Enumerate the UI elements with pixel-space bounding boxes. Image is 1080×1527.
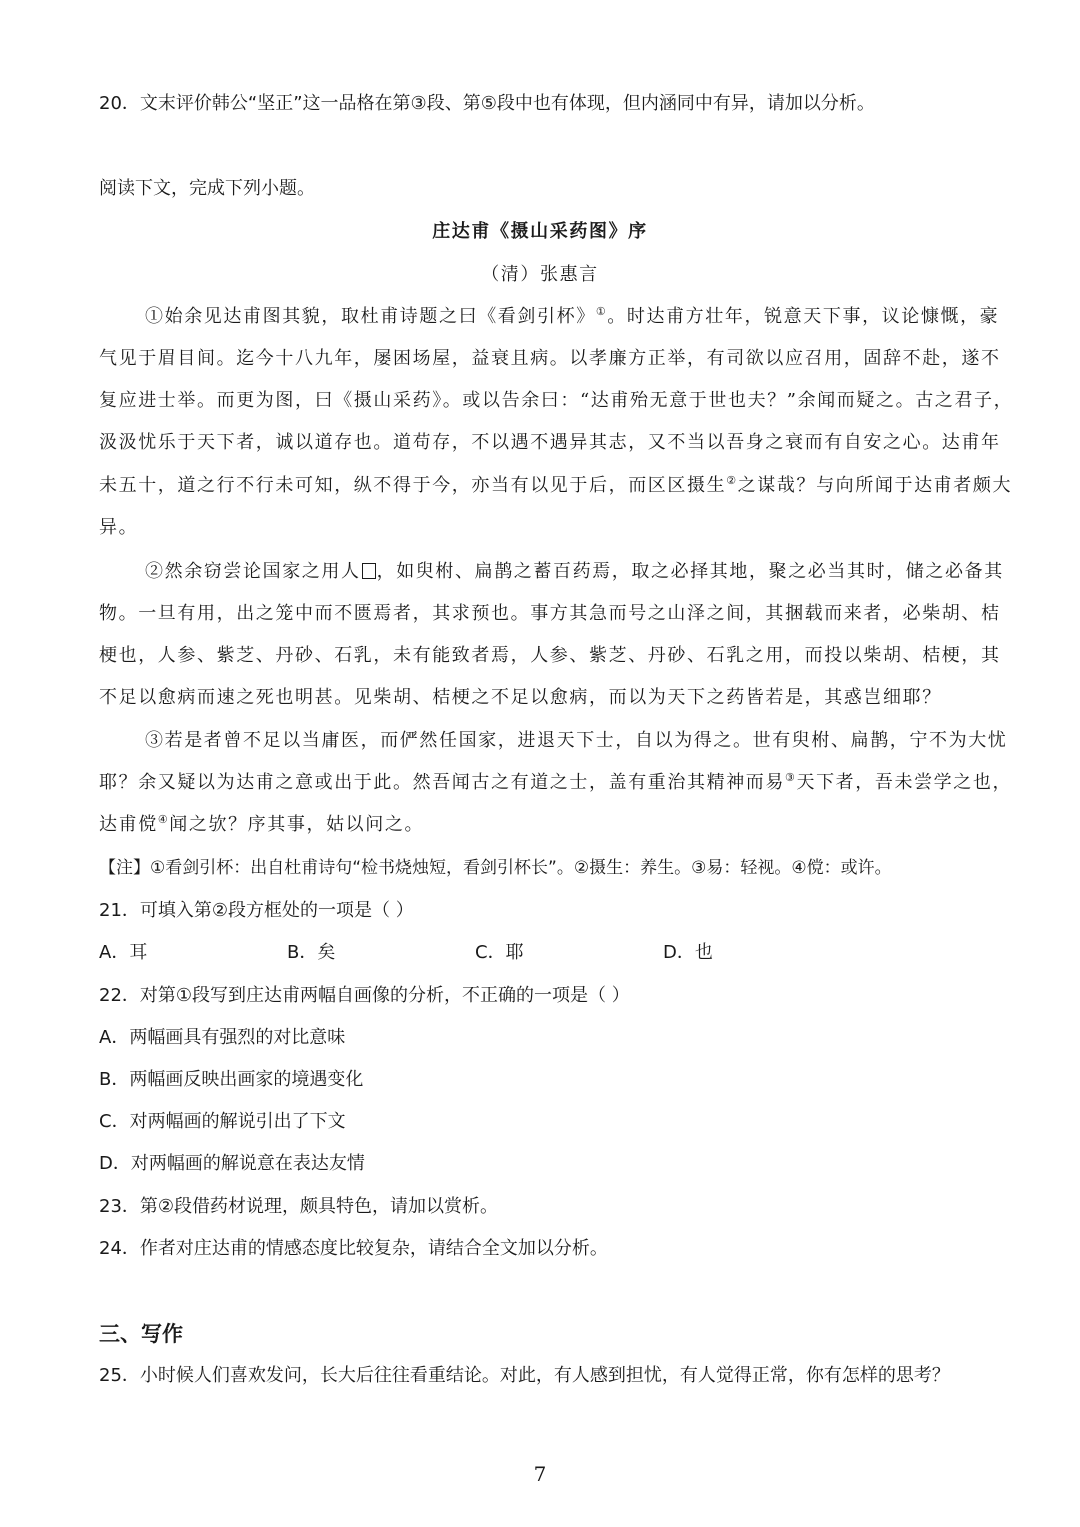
q21-option-b[interactable]: B．矣 [287, 942, 336, 963]
question-21: 21．可填入第②段方框处的一项是（ ） [99, 900, 414, 921]
section-heading-writing: 三、写作 [99, 1322, 183, 1346]
p3-l2-text-b: 天下者，吾未尝学之也， [796, 772, 1013, 793]
footnotes: 【注】①看剑引杯：出自杜甫诗句“检书烧烛短，看剑引杯长”。②摄生：养生。③易：轻视。④傥：或许。 [99, 858, 892, 878]
footnote-marker-4: ④ [157, 813, 170, 826]
p1-l5-text-a: 未五十，道之行不行未可知，纵不得于今，亦当有以见于后，而区区摄生 [99, 475, 727, 496]
p3-l3-text-b: 闻之欤？序其事，姑以问之。 [169, 814, 425, 835]
paragraph-1-line-2: 气见于眉目间。迄今十八九年，屡困场屋，益衰且病。以孝廉方正举，有司欲以应召用，固辞不赴，遂不 [99, 348, 1001, 369]
footnote-marker-2: ② [726, 474, 738, 487]
q22-option-c[interactable]: C．对两幅画的解说引出了下文 [99, 1111, 346, 1132]
q22-option-a[interactable]: A．两幅画具有强烈的对比意味 [99, 1027, 346, 1048]
paragraph-2-line-2: 物。一旦有用，出之笼中而不匮焉者，其求预也。事方其急而号之山泽之间，其捆载而来者，必柴胡、桔 [99, 603, 1001, 624]
blank-box [362, 563, 376, 579]
question-20: 20．文末评价韩公“坚正”这一品格在第③段、第⑤段中也有体现，但内涵同中有异，请加以分析。 [99, 93, 875, 114]
p2-text-b: ，如臾柎、扁鹊之蓄百药焉，取之必择其地，聚之必当其时，储之必备其 [376, 561, 1004, 582]
question-23: 23．第②段借药材说理，颇具特色，请加以赏析。 [99, 1196, 499, 1217]
question-25: 25．小时候人们喜欢发问，长大后往往看重结论。对此，有人感到担忧，有人觉得正常，你有怎样的思考？ [99, 1365, 950, 1386]
question-22: 22．对第①段写到庄达甫两幅自画像的分析，不正确的一项是（ ） [99, 985, 630, 1006]
paragraph-2-line-3: 梗也，人参、紫芝、丹砂、石乳，未有能致者焉，人参、紫芝、丹砂、石乳之用，而投以柴胡、桔梗，其 [99, 645, 1001, 666]
paragraph-2-line-1 [145, 560, 1004, 584]
paragraph-1-line-3: 复应进士举。而更为图，曰《摄山采药》。或以告余曰：“达甫殆无意于世也夫？”余闻而疑之。古之君子， [99, 390, 1014, 411]
paragraph-1-line-6: 异。 [99, 517, 139, 538]
paragraph-3-line-3 [99, 813, 424, 837]
q22-option-d[interactable]: D．对两幅画的解说意在表达友情 [99, 1153, 365, 1174]
reading-instruction: 阅读下文，完成下列小题。 [99, 178, 315, 199]
paragraph-1-line-5 [99, 474, 1012, 498]
p3-l3-text-a: 达甫傥 [99, 814, 158, 835]
question-24: 24．作者对庄达甫的情感态度比较复杂，请结合全文加以分析。 [99, 1238, 608, 1259]
q21-option-d[interactable]: D．也 [663, 942, 713, 963]
p2-text-a: ②然余窃尝论国家之用人 [145, 561, 361, 582]
q21-option-c[interactable]: C．耶 [475, 942, 524, 963]
p3-l2-text-a: 耶？余又疑以为达甫之意或出于此。然吾闻古之有道之士，盖有重治其精神而易 [99, 772, 785, 793]
footnote-marker-3: ③ [785, 771, 797, 784]
paragraph-3-line-1: ③若是者曾不足以当庸医，而俨然任国家，进退天下士，自以为得之。世有臾柎、扁鹊，宁不为大忧 [145, 730, 1008, 751]
paragraph-1-line-1 [145, 305, 999, 329]
passage-title: 庄达甫《摄山采药图》序 [432, 221, 648, 242]
p1-l5-text-b: 之谋哉？与向所闻于达甫者颇大 [737, 475, 1013, 496]
p1-text-a: ①始余见达甫图其貌，取杜甫诗题之曰《看剑引杯》 [145, 306, 596, 327]
p1-text-b: 。时达甫方壮年，锐意天下事，议论慷慨，豪 [607, 306, 1000, 327]
q22-option-b[interactable]: B．两幅画反映出画家的境遇变化 [99, 1069, 364, 1090]
paragraph-3-line-2 [99, 771, 1012, 795]
paragraph-2-line-4: 不足以愈病而速之死也明甚。见柴胡、桔梗之不足以愈病，而以为天下之药皆若是，其惑岂细耶？ [99, 687, 942, 708]
page-number: 7 [533, 1462, 547, 1486]
q21-option-a[interactable]: A．耳 [99, 942, 148, 963]
passage-author: （清）张惠言 [481, 264, 599, 285]
paragraph-1-line-4: 汲汲忧乐于天下者，诚以道存也。道苟存，不以遇不遇异其志，又不当以吾身之衰而有自安之心。达甫年 [99, 432, 1001, 453]
footnote-marker-1: ① [595, 305, 608, 318]
